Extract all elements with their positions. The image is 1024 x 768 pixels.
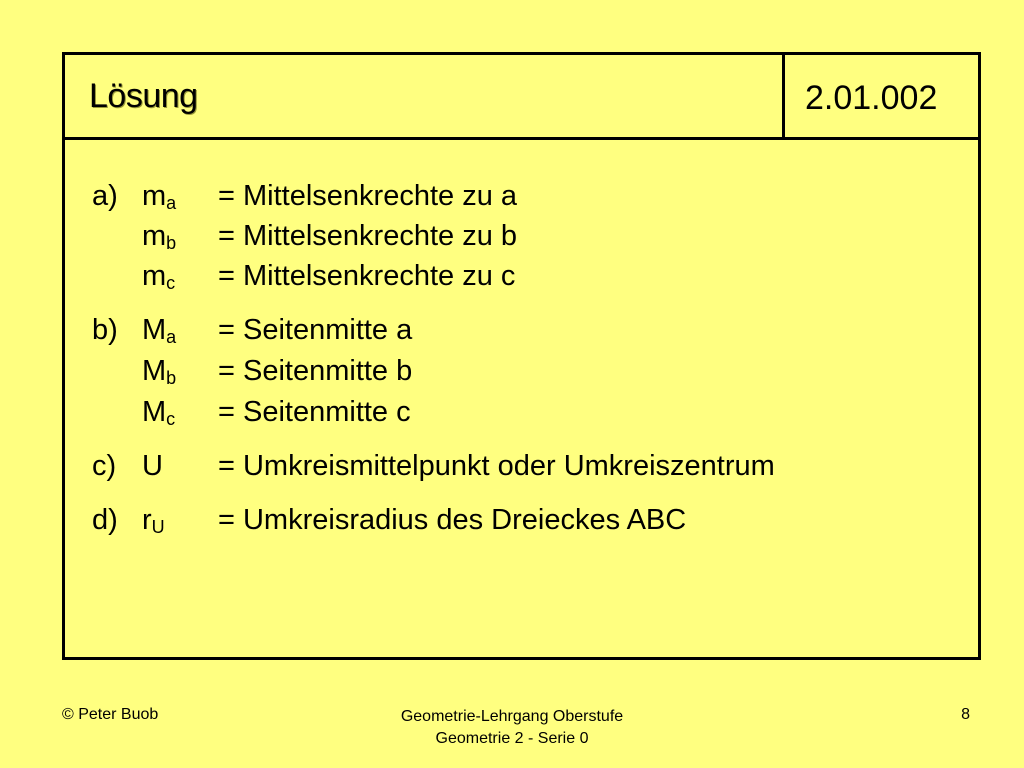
item-letter: b) xyxy=(92,314,118,346)
header-divider xyxy=(782,55,785,137)
item-letter: d) xyxy=(92,504,118,536)
item-definition: = Seitenmitte a xyxy=(218,314,413,346)
item-symbol: $r_U$ xyxy=(142,504,165,537)
footer-author: © Peter Buob xyxy=(62,706,159,723)
item-letter: c) xyxy=(92,450,117,482)
item-symbol: $m_a$ xyxy=(142,180,177,213)
item-definition: = Mittelsenkrechte zu a xyxy=(218,180,518,212)
footer-course-line1: Geometrie-Lehrgang Oberstufe xyxy=(400,708,624,725)
footer-course xyxy=(312,706,712,750)
item-letter: a) xyxy=(92,180,118,212)
footer-course-line2: Geometrie 2 - Serie 0 xyxy=(435,730,589,747)
item-definition: = Mittelsenkrechte zu b xyxy=(218,220,518,252)
item-definition: = Umkreisradius des Dreieckes ABC xyxy=(218,504,687,536)
exercise-code: 2.01.002 xyxy=(805,79,938,117)
footer-page-number: 8 xyxy=(961,706,970,723)
item-symbol: $M_b$ xyxy=(142,355,177,388)
item-definition: = Umkreismittelpunkt oder Umkreiszentrum xyxy=(218,450,775,482)
header-row xyxy=(65,55,978,140)
page-title: Lösung xyxy=(89,77,198,115)
item-symbol: $m_c$ xyxy=(142,260,176,293)
item-definition: = Seitenmitte c xyxy=(218,396,411,428)
item-symbol: $M_a$ xyxy=(142,314,177,347)
item-symbol: $M_c$ xyxy=(142,396,176,429)
solution-frame xyxy=(62,52,981,660)
item-symbol: U xyxy=(142,450,163,482)
item-symbol: $m_b$ xyxy=(142,220,177,253)
item-definition: = Mittelsenkrechte zu c xyxy=(218,260,516,292)
item-definition: = Seitenmitte b xyxy=(218,355,413,387)
